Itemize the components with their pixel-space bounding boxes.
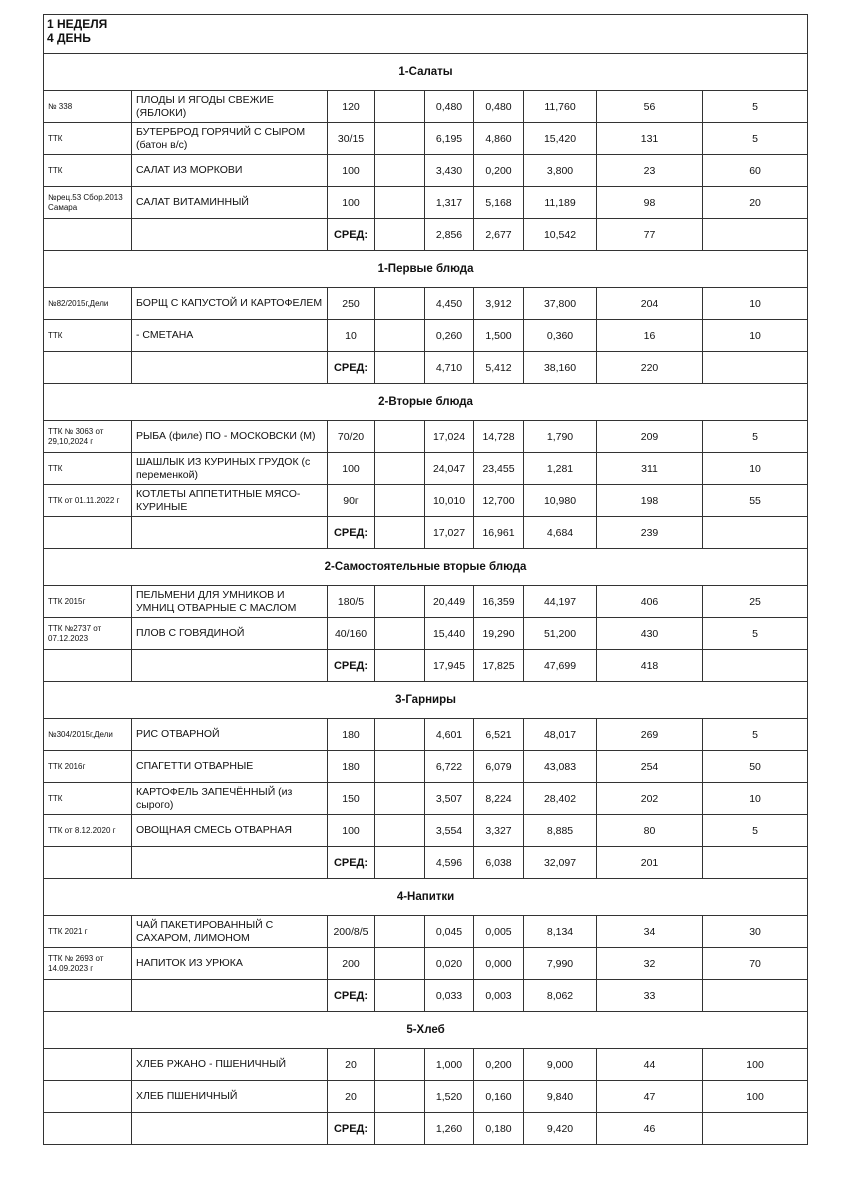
protein-value: 0,020 [425, 948, 474, 980]
section-title: 1-Салаты [44, 54, 808, 91]
protein-value: 1,317 [425, 187, 474, 219]
empty-cell [703, 352, 808, 384]
dish-name: БОРЩ С КАПУСТОЙ И КАРТОФЕЛЕМ [132, 288, 328, 320]
carbs-value: 11,760 [524, 91, 597, 123]
average-carbs: 32,097 [524, 847, 597, 879]
carbs-value: 0,360 [524, 320, 597, 352]
day-label: 4 ДЕНЬ [47, 31, 91, 45]
dish-name: САЛАТ ИЗ МОРКОВИ [132, 155, 328, 187]
empty-cell [375, 847, 425, 879]
kcal-value: 209 [597, 421, 703, 453]
average-label: СРЕД: [328, 650, 375, 682]
carbs-value: 8,134 [524, 916, 597, 948]
dish-name: ОВОЩНАЯ СМЕСЬ ОТВАРНАЯ [132, 815, 328, 847]
section-title: 1-Первые блюда [44, 251, 808, 288]
empty-cell [703, 650, 808, 682]
average-row [44, 847, 808, 879]
table-row [44, 751, 808, 783]
carbs-value: 43,083 [524, 751, 597, 783]
empty-cell [375, 618, 425, 650]
kcal-value: 47 [597, 1081, 703, 1113]
table-row [44, 586, 808, 618]
price-value: 5 [703, 618, 808, 650]
recipe-code: №304/2015г,Дели [44, 719, 132, 751]
recipe-code: ТТК [44, 123, 132, 155]
kcal-value: 23 [597, 155, 703, 187]
average-fat: 0,180 [474, 1113, 524, 1145]
average-protein: 0,033 [425, 980, 474, 1012]
average-fat: 17,825 [474, 650, 524, 682]
carbs-value: 1,790 [524, 421, 597, 453]
empty-cell [375, 421, 425, 453]
recipe-code [44, 1081, 132, 1113]
portion-size: 100 [328, 815, 375, 847]
table-row [44, 187, 808, 219]
protein-value: 1,000 [425, 1049, 474, 1081]
average-carbs: 8,062 [524, 980, 597, 1012]
price-value: 10 [703, 783, 808, 815]
protein-value: 3,554 [425, 815, 474, 847]
table-row [44, 453, 808, 485]
dish-name: РЫБА (филе) ПО - МОСКОВСКИ (М) [132, 421, 328, 453]
empty-cell [132, 980, 328, 1012]
empty-cell [375, 123, 425, 155]
fat-value: 0,000 [474, 948, 524, 980]
empty-cell [375, 1049, 425, 1081]
price-value: 5 [703, 91, 808, 123]
portion-size: 180 [328, 751, 375, 783]
average-kcal: 77 [597, 219, 703, 251]
empty-cell [375, 1113, 425, 1145]
average-protein: 4,710 [425, 352, 474, 384]
carbs-value: 1,281 [524, 453, 597, 485]
kcal-value: 32 [597, 948, 703, 980]
average-carbs: 10,542 [524, 219, 597, 251]
kcal-value: 16 [597, 320, 703, 352]
fat-value: 16,359 [474, 586, 524, 618]
average-protein: 4,596 [425, 847, 474, 879]
dish-name: ХЛЕБ РЖАНО - ПШЕНИЧНЫЙ [132, 1049, 328, 1081]
dish-name: РИС ОТВАРНОЙ [132, 719, 328, 751]
kcal-value: 80 [597, 815, 703, 847]
empty-cell [703, 980, 808, 1012]
section-title: 3-Гарниры [44, 682, 808, 719]
average-kcal: 33 [597, 980, 703, 1012]
fat-value: 0,200 [474, 155, 524, 187]
table-row [44, 618, 808, 650]
table-row [44, 421, 808, 453]
average-protein: 17,027 [425, 517, 474, 549]
price-value: 10 [703, 320, 808, 352]
dish-name: НАПИТОК ИЗ УРЮКА [132, 948, 328, 980]
dish-name: - СМЕТАНА [132, 320, 328, 352]
carbs-value: 44,197 [524, 586, 597, 618]
empty-cell [375, 1081, 425, 1113]
dish-name: САЛАТ ВИТАМИННЫЙ [132, 187, 328, 219]
average-row [44, 980, 808, 1012]
protein-value: 0,480 [425, 91, 474, 123]
portion-size: 20 [328, 1081, 375, 1113]
dish-name: ХЛЕБ ПШЕНИЧНЫЙ [132, 1081, 328, 1113]
empty-cell [703, 1113, 808, 1145]
portion-size: 40/160 [328, 618, 375, 650]
average-kcal: 418 [597, 650, 703, 682]
table-row [44, 916, 808, 948]
price-value: 5 [703, 123, 808, 155]
portion-size: 70/20 [328, 421, 375, 453]
empty-cell [375, 916, 425, 948]
portion-size: 250 [328, 288, 375, 320]
empty-cell [375, 517, 425, 549]
table-row [44, 815, 808, 847]
carbs-value: 11,189 [524, 187, 597, 219]
average-carbs: 9,420 [524, 1113, 597, 1145]
protein-value: 4,601 [425, 719, 474, 751]
empty-cell [44, 1113, 132, 1145]
protein-value: 6,722 [425, 751, 474, 783]
empty-cell [375, 219, 425, 251]
kcal-value: 269 [597, 719, 703, 751]
recipe-code: ТТК [44, 320, 132, 352]
empty-cell [375, 815, 425, 847]
average-kcal: 220 [597, 352, 703, 384]
fat-value: 1,500 [474, 320, 524, 352]
recipe-code: №82/2015г,Дели [44, 288, 132, 320]
average-label: СРЕД: [328, 847, 375, 879]
empty-cell [132, 847, 328, 879]
portion-size: 90г [328, 485, 375, 517]
empty-cell [375, 650, 425, 682]
protein-value: 15,440 [425, 618, 474, 650]
empty-cell [703, 517, 808, 549]
portion-size: 200 [328, 948, 375, 980]
empty-cell [375, 288, 425, 320]
section-title: 4-Напитки [44, 879, 808, 916]
table-row [44, 948, 808, 980]
fat-value: 0,200 [474, 1049, 524, 1081]
kcal-value: 254 [597, 751, 703, 783]
protein-value: 0,045 [425, 916, 474, 948]
price-value: 55 [703, 485, 808, 517]
table-row [44, 123, 808, 155]
portion-size: 180/5 [328, 586, 375, 618]
dish-name: ПЛОВ С ГОВЯДИНОЙ [132, 618, 328, 650]
empty-cell [375, 155, 425, 187]
portion-size: 180 [328, 719, 375, 751]
recipe-code: ТТК 2016г [44, 751, 132, 783]
carbs-value: 7,990 [524, 948, 597, 980]
protein-value: 24,047 [425, 453, 474, 485]
empty-cell [375, 783, 425, 815]
average-carbs: 47,699 [524, 650, 597, 682]
fat-value: 6,079 [474, 751, 524, 783]
price-value: 5 [703, 719, 808, 751]
empty-cell [375, 320, 425, 352]
portion-size: 100 [328, 187, 375, 219]
recipe-code: ТТК 2015г [44, 586, 132, 618]
portion-size: 10 [328, 320, 375, 352]
carbs-value: 28,402 [524, 783, 597, 815]
section-header [44, 1012, 808, 1049]
price-value: 100 [703, 1081, 808, 1113]
table-row [44, 783, 808, 815]
average-kcal: 201 [597, 847, 703, 879]
price-value: 30 [703, 916, 808, 948]
dish-name: СПАГЕТТИ ОТВАРНЫЕ [132, 751, 328, 783]
table-row [44, 155, 808, 187]
table-row [44, 320, 808, 352]
average-row [44, 219, 808, 251]
empty-cell [44, 219, 132, 251]
recipe-code: №рец.53 Сбор.2013 Самара [44, 187, 132, 219]
section-header [44, 384, 808, 421]
kcal-value: 131 [597, 123, 703, 155]
kcal-value: 202 [597, 783, 703, 815]
section-header [44, 879, 808, 916]
average-fat: 2,677 [474, 219, 524, 251]
price-value: 20 [703, 187, 808, 219]
average-row [44, 1113, 808, 1145]
average-label: СРЕД: [328, 980, 375, 1012]
kcal-value: 430 [597, 618, 703, 650]
section-title: 2-Вторые блюда [44, 384, 808, 421]
average-label: СРЕД: [328, 517, 375, 549]
section-header [44, 682, 808, 719]
empty-cell [375, 91, 425, 123]
average-row [44, 650, 808, 682]
carbs-value: 10,980 [524, 485, 597, 517]
fat-value: 6,521 [474, 719, 524, 751]
price-value: 70 [703, 948, 808, 980]
empty-cell [132, 352, 328, 384]
section-header [44, 549, 808, 586]
menu-table [43, 14, 808, 1145]
fat-value: 14,728 [474, 421, 524, 453]
recipe-code: ТТК № 2693 от 14.09.2023 г [44, 948, 132, 980]
empty-cell [44, 847, 132, 879]
title-row [44, 15, 808, 54]
empty-cell [375, 586, 425, 618]
dish-name: ЧАЙ ПАКЕТИРОВАННЫЙ С САХАРОМ, ЛИМОНОМ [132, 916, 328, 948]
menu-sheet [43, 14, 807, 1145]
price-value: 60 [703, 155, 808, 187]
protein-value: 3,507 [425, 783, 474, 815]
average-fat: 0,003 [474, 980, 524, 1012]
table-row [44, 1049, 808, 1081]
kcal-value: 311 [597, 453, 703, 485]
price-value: 100 [703, 1049, 808, 1081]
empty-cell [44, 980, 132, 1012]
empty-cell [375, 948, 425, 980]
recipe-code: ТТК 2021 г [44, 916, 132, 948]
protein-value: 1,520 [425, 1081, 474, 1113]
recipe-code: ТТК [44, 155, 132, 187]
price-value: 5 [703, 421, 808, 453]
recipe-code [44, 1049, 132, 1081]
table-row [44, 288, 808, 320]
dish-name: КАРТОФЕЛЬ ЗАПЕЧЁННЫЙ (из сырого) [132, 783, 328, 815]
empty-cell [375, 187, 425, 219]
average-kcal: 46 [597, 1113, 703, 1145]
kcal-value: 34 [597, 916, 703, 948]
portion-size: 30/15 [328, 123, 375, 155]
fat-value: 23,455 [474, 453, 524, 485]
empty-cell [375, 980, 425, 1012]
average-protein: 2,856 [425, 219, 474, 251]
page-title [44, 15, 808, 54]
recipe-code: ТТК от 8.12.2020 г [44, 815, 132, 847]
table-row [44, 719, 808, 751]
carbs-value: 9,840 [524, 1081, 597, 1113]
section-header [44, 251, 808, 288]
fat-value: 0,005 [474, 916, 524, 948]
carbs-value: 15,420 [524, 123, 597, 155]
empty-cell [132, 650, 328, 682]
portion-size: 120 [328, 91, 375, 123]
kcal-value: 98 [597, 187, 703, 219]
protein-value: 0,260 [425, 320, 474, 352]
kcal-value: 198 [597, 485, 703, 517]
portion-size: 20 [328, 1049, 375, 1081]
fat-value: 3,327 [474, 815, 524, 847]
average-label: СРЕД: [328, 1113, 375, 1145]
portion-size: 100 [328, 453, 375, 485]
fat-value: 3,912 [474, 288, 524, 320]
fat-value: 5,168 [474, 187, 524, 219]
average-carbs: 4,684 [524, 517, 597, 549]
empty-cell [132, 517, 328, 549]
recipe-code: ТТК от 01.11.2022 г [44, 485, 132, 517]
protein-value: 6,195 [425, 123, 474, 155]
recipe-code: № 338 [44, 91, 132, 123]
carbs-value: 37,800 [524, 288, 597, 320]
empty-cell [375, 485, 425, 517]
table-row [44, 1081, 808, 1113]
dish-name: КОТЛЕТЫ АППЕТИТНЫЕ МЯСО-КУРИНЫЕ [132, 485, 328, 517]
empty-cell [703, 847, 808, 879]
protein-value: 17,024 [425, 421, 474, 453]
recipe-code: ТТК [44, 783, 132, 815]
price-value: 50 [703, 751, 808, 783]
carbs-value: 51,200 [524, 618, 597, 650]
kcal-value: 56 [597, 91, 703, 123]
empty-cell [703, 219, 808, 251]
fat-value: 8,224 [474, 783, 524, 815]
kcal-value: 44 [597, 1049, 703, 1081]
portion-size: 150 [328, 783, 375, 815]
section-header [44, 54, 808, 91]
empty-cell [375, 453, 425, 485]
protein-value: 3,430 [425, 155, 474, 187]
price-value: 10 [703, 288, 808, 320]
empty-cell [44, 352, 132, 384]
recipe-code: ТТК №2737 от 07.12.2023 [44, 618, 132, 650]
average-row [44, 352, 808, 384]
kcal-value: 204 [597, 288, 703, 320]
portion-size: 200/8/5 [328, 916, 375, 948]
empty-cell [375, 352, 425, 384]
section-title: 2-Самостоятельные вторые блюда [44, 549, 808, 586]
average-kcal: 239 [597, 517, 703, 549]
average-carbs: 38,160 [524, 352, 597, 384]
protein-value: 20,449 [425, 586, 474, 618]
average-row [44, 517, 808, 549]
kcal-value: 406 [597, 586, 703, 618]
empty-cell [375, 751, 425, 783]
average-fat: 16,961 [474, 517, 524, 549]
empty-cell [375, 719, 425, 751]
carbs-value: 9,000 [524, 1049, 597, 1081]
price-value: 10 [703, 453, 808, 485]
dish-name: БУТЕРБРОД ГОРЯЧИЙ С СЫРОМ (батон в/с) [132, 123, 328, 155]
week-label: 1 НЕДЕЛЯ [47, 17, 108, 31]
empty-cell [44, 650, 132, 682]
protein-value: 10,010 [425, 485, 474, 517]
empty-cell [132, 219, 328, 251]
price-value: 5 [703, 815, 808, 847]
average-label: СРЕД: [328, 352, 375, 384]
fat-value: 0,480 [474, 91, 524, 123]
average-protein: 1,260 [425, 1113, 474, 1145]
table-row [44, 485, 808, 517]
section-title: 5-Хлеб [44, 1012, 808, 1049]
price-value: 25 [703, 586, 808, 618]
table-row [44, 91, 808, 123]
portion-size: 100 [328, 155, 375, 187]
fat-value: 19,290 [474, 618, 524, 650]
average-protein: 17,945 [425, 650, 474, 682]
carbs-value: 8,885 [524, 815, 597, 847]
recipe-code: ТТК № 3063 от 29,10,2024 г [44, 421, 132, 453]
protein-value: 4,450 [425, 288, 474, 320]
recipe-code: ТТК [44, 453, 132, 485]
dish-name: ПЕЛЬМЕНИ ДЛЯ УМНИКОВ И УМНИЦ ОТВАРНЫЕ С МАСЛОМ [132, 586, 328, 618]
average-fat: 6,038 [474, 847, 524, 879]
fat-value: 4,860 [474, 123, 524, 155]
carbs-value: 3,800 [524, 155, 597, 187]
dish-name: ПЛОДЫ И ЯГОДЫ СВЕЖИЕ (ЯБЛОКИ) [132, 91, 328, 123]
dish-name: ШАШЛЫК ИЗ КУРИНЫХ ГРУДОК (с переменкой) [132, 453, 328, 485]
empty-cell [44, 517, 132, 549]
carbs-value: 48,017 [524, 719, 597, 751]
average-label: СРЕД: [328, 219, 375, 251]
fat-value: 0,160 [474, 1081, 524, 1113]
fat-value: 12,700 [474, 485, 524, 517]
average-fat: 5,412 [474, 352, 524, 384]
empty-cell [132, 1113, 328, 1145]
